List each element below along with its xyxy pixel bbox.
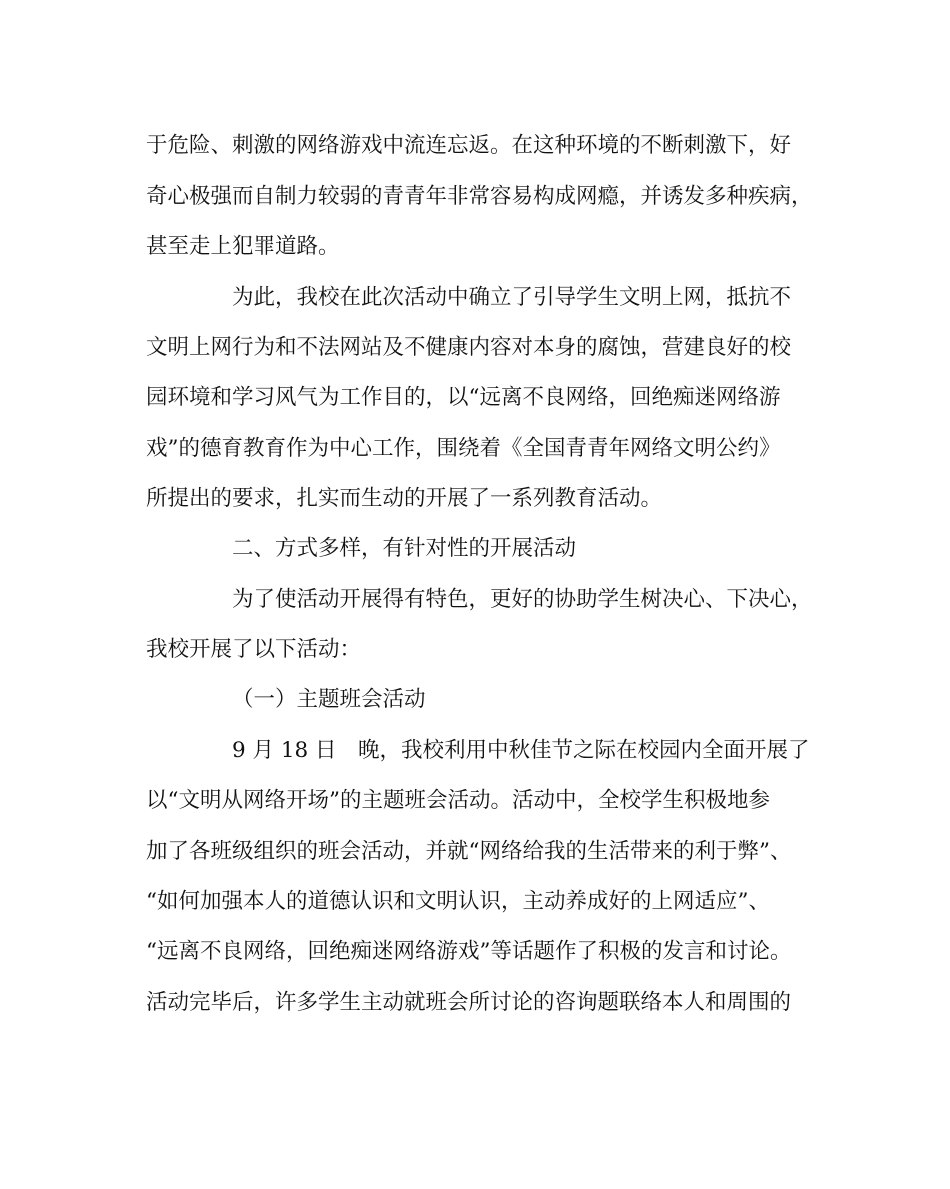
text-line-3: 甚至走上犯罪道路。 bbox=[146, 234, 340, 259]
text-line-8: 所提出的要求，扎实而生动的开展了一系列教育活动。 bbox=[146, 486, 663, 511]
text-line-7: 戏”的德育教育作为中心工作，围绕着《全国青青年网络文明公约》 bbox=[146, 436, 781, 461]
subsection-heading-1: （一）主题班会活动 bbox=[232, 687, 426, 712]
text-line-1: 于危险、刺激的网络游戏中流连忘返。在这种环境的不断刺激下，好 bbox=[146, 133, 792, 158]
text-line-6: 园环境和学习风气为工作目的，以“远离不良网络，回绝痴迷网络游 bbox=[146, 385, 781, 410]
text-line-2: 奇心极强而自制力较弱的青青年非常容易构成网瘾，并诱发多种疾病， bbox=[146, 184, 813, 209]
text-line-5: 文明上网行为和不法网站及不健康内容对本身的腐蚀，营建良好的校 bbox=[146, 335, 792, 360]
text-line-16: “如何加强本人的道德认识和文明认识，主动养成好的上网适应”、 bbox=[146, 889, 770, 914]
text-line-10: 为了使活动开展得有特色，更好的协助学生树决心、下决心， bbox=[232, 587, 813, 612]
text-line-14: 以“文明从网络开场”的主题班会活动。活动中，全校学生积极地参 bbox=[146, 788, 770, 813]
text-line-13: 9 月 18 日 晚，我校利用中秋佳节之际在校园内全面开展了 bbox=[232, 738, 810, 763]
text-line-17: “远离不良网络，回绝痴迷网络游戏”等话题作了积极的发言和讨论。 bbox=[146, 939, 792, 964]
text-line-11: 我校开展了以下活动： bbox=[146, 637, 362, 662]
text-line-18: 活动完毕后，许多学生主动就班会所讨论的咨询题联络本人和周围的 bbox=[146, 990, 792, 1015]
text-line-15: 加了各班级组织的班会活动，并就“网络给我的生活带来的利于弊”、 bbox=[146, 839, 792, 864]
section-heading-2: 二、方式多样，有针对性的开展活动 bbox=[232, 536, 577, 561]
text-line-4: 为此，我校在此次活动中确立了引导学生文明上网，抵抗不 bbox=[232, 285, 792, 310]
